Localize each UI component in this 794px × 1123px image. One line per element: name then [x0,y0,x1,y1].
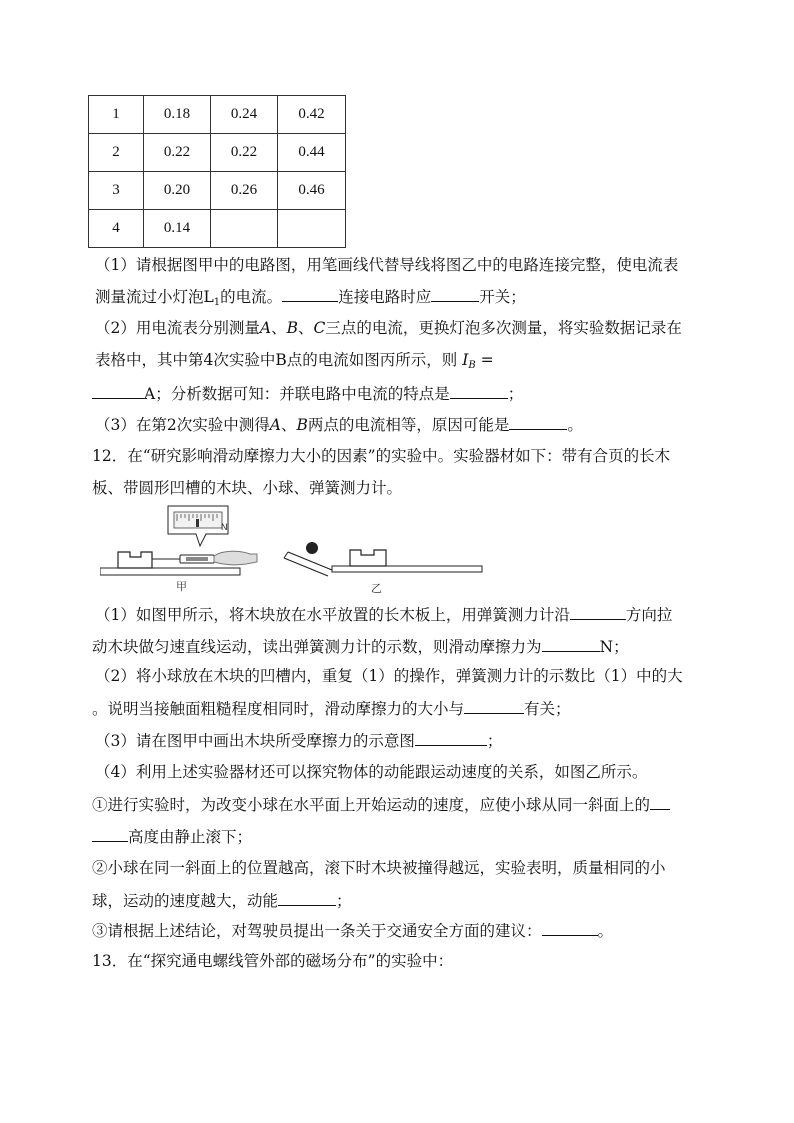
blank-field[interactable] [570,604,626,620]
table-cell: 4 [89,210,144,248]
q12-part2-line2: 。说明当接触面粗糙程度相同时，滑动摩擦力的大小与 有关； [92,700,571,718]
q12-title-line2: 板、带圆形凹槽的木块、小球、弹簧测力计。 [92,479,403,497]
blank-field[interactable] [278,890,336,906]
q11-part2-line3: A；分析数据可知：并联电路中电流的特点是 ； [92,383,712,404]
data-table [88,95,346,248]
blank-field[interactable] [542,636,600,652]
wooden-block-yi [350,550,386,566]
q11-part1-line2: 测量流过小灯泡L1的电流。 连接电路时应 开关； [95,288,526,308]
blank-field[interactable] [431,286,479,302]
blank-field[interactable] [650,794,670,810]
hand-icon [214,551,257,565]
figure-yi [284,542,482,595]
blank-field[interactable] [509,414,567,430]
q12-sub1-line1: ①进行实验时，为改变小球在水平面上开始运动的速度，应使小球从同一斜面上的 [92,794,712,815]
blank-field[interactable] [415,730,487,746]
table-cell: 0.46 [278,172,346,210]
q11-part2-line2: 表格中，其中第4次实验中B点的电流如图丙所示，则 $I_B$ = [95,351,494,371]
blank-field[interactable] [450,383,508,399]
table-cell: 0.20 [144,172,211,210]
table-cell [211,210,278,248]
q12-part3: （3）请在图甲中画出木块所受摩擦力的示意图 ； [95,732,503,750]
blank-field[interactable] [92,826,128,842]
q13-title: 13．在“探究通电螺线管外部的磁场分布”的实验中： [92,952,454,970]
q11-part2-line1: （2）用电流表分别测量A、B、C三点的电流，更换灯泡多次测量，将实验数据记录在 [95,319,682,337]
figure-jia [100,506,257,593]
q12-title-line1: 12．在“研究影响滑动摩擦力大小的因素”的实验中。实验器材如下：带有合页的长木 [92,447,671,465]
table-row [89,172,346,210]
table-cell: 0.18 [144,96,211,134]
table-cell: 0.26 [211,172,278,210]
table-row [89,96,346,134]
blank-field[interactable] [282,286,338,302]
blank-field[interactable] [464,698,524,714]
table-row [89,210,346,248]
figure-label-jia: 甲 [176,580,187,593]
q11-part3: （3）在第2次实验中测得A、B两点的电流相等，原因可能是 。 [95,416,583,434]
wooden-block [118,552,152,568]
table-cell: 3 [89,172,144,210]
table-cell: 0.22 [211,134,278,172]
figure-label-yi: 乙 [371,582,382,595]
incline-board-bottom [284,558,328,576]
table-cell: 0.24 [211,96,278,134]
q11-part1-line1: （1）请根据图甲中的电路图，用笔画线代替导线将图乙中的电路连接完整，使电流表 [95,256,679,274]
table-row [89,134,346,172]
q12-part2-line1: （2）将小球放在木块的凹槽内，重复（1）的操作，弹簧测力计的示数比（1）中的大 [95,667,683,685]
table-cell: 2 [89,134,144,172]
ball-icon [306,542,318,554]
table-cell: 1 [89,96,144,134]
blank-field[interactable] [542,920,598,936]
q12-sub2-line1: ②小球在同一斜面上的位置越高，滚下时木块被撞得越远，实验表明，质量相同的小 [92,859,666,877]
q12-sub3: ③请根据上述结论，对驾驶员提出一条关于交通安全方面的建议： 。 [92,922,614,940]
q12-sub2-line2: 球，运动的速度越大，动能 ； [92,892,352,910]
experiment-figure [100,504,485,596]
blank-field[interactable] [92,383,144,399]
table-cell: 0.44 [278,134,346,172]
table-cell: 0.14 [144,210,211,248]
table-cell: 0.42 [278,96,346,134]
q12-sub1-line2: 高度由静止滚下； [92,826,712,847]
q12-part1-line2: 动木块做匀速直线运动，读出弹簧测力计的示数，则滑动摩擦力为 N； [92,638,629,656]
table-cell: 0.22 [144,134,211,172]
q12-part4: （4）利用上述实验器材还可以探究物体的动能跟运动速度的关系，如图乙所示。 [95,763,648,781]
flat-board [332,566,482,572]
incline-board-top [288,552,332,570]
long-board [100,568,240,575]
scale-pointer [196,519,199,527]
gauge-unit-label: N [221,522,228,532]
spring-scale-spring [186,557,208,561]
q12-part1-line1: （1）如图甲所示，将木块放在水平放置的长木板上，用弹簧测力计沿 方向拉 [95,606,673,624]
table-cell [278,210,346,248]
